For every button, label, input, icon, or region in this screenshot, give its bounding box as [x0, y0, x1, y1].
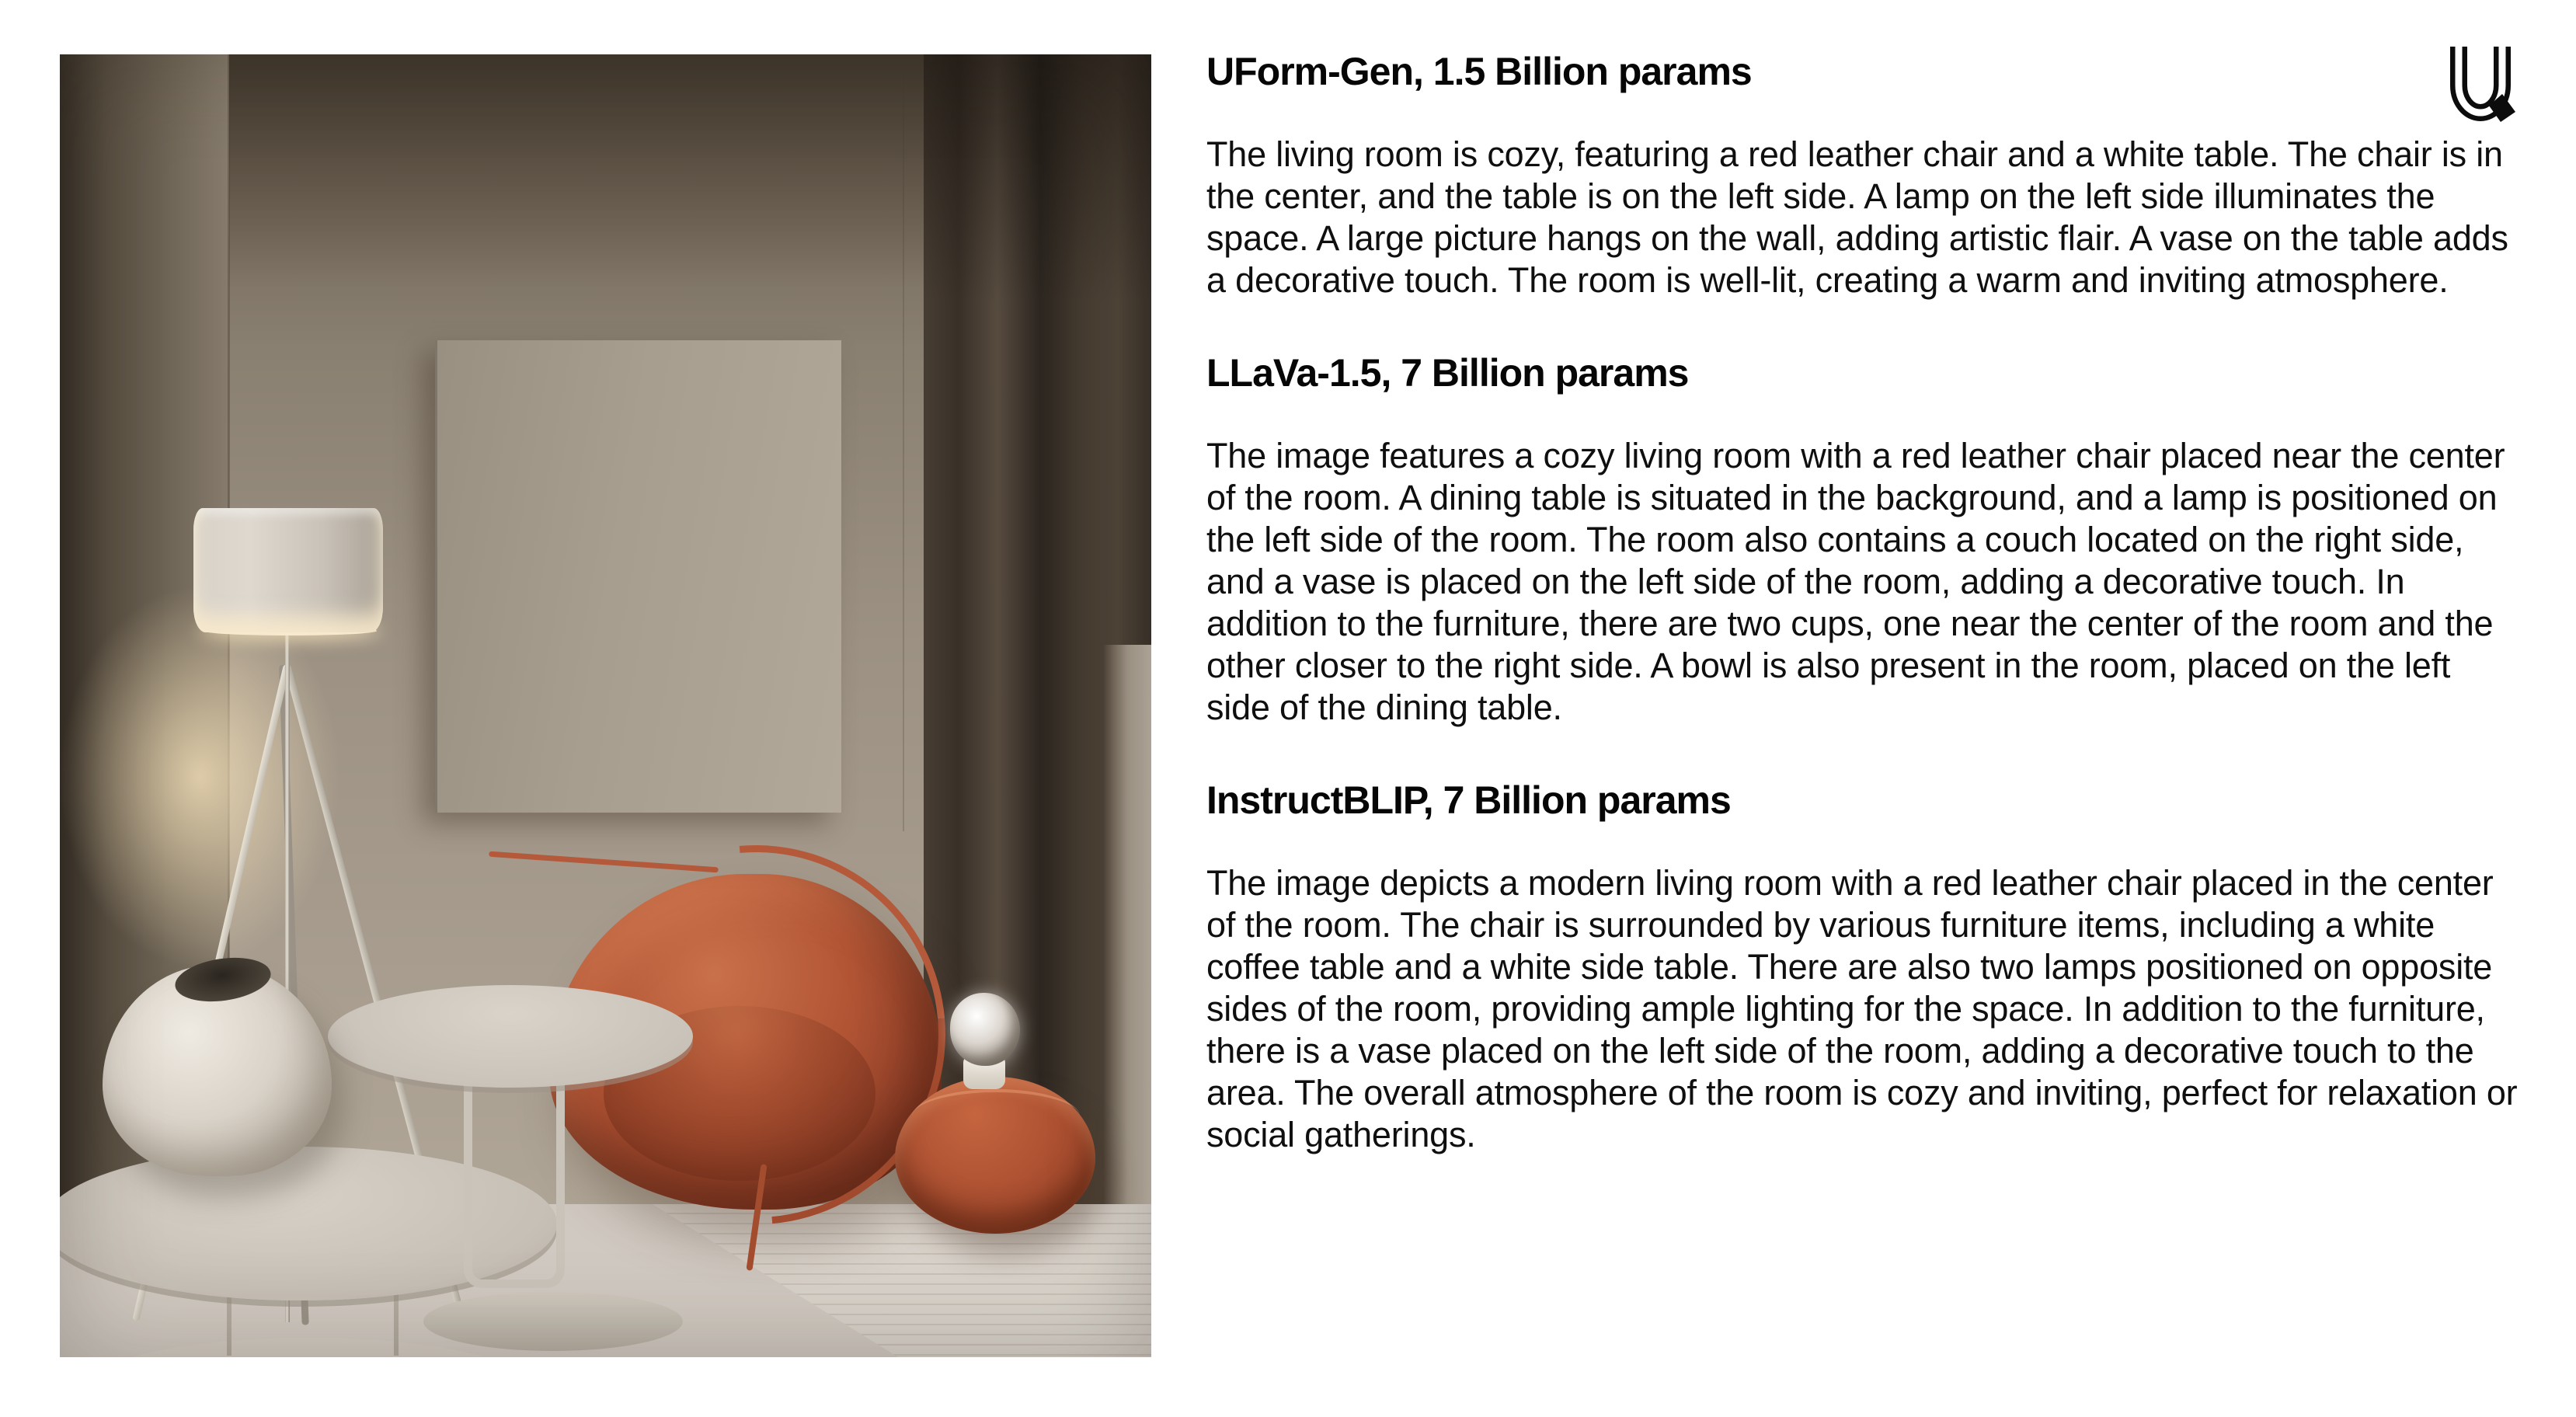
coffee-table-leg: [394, 1262, 399, 1356]
wall-corner-line: [228, 54, 230, 1357]
crystal-lamp-base: [963, 1055, 1005, 1089]
red-leather-pouf: [895, 1077, 1095, 1234]
floor-lamp-shade: [193, 508, 383, 632]
floor-lamp-pole: [285, 631, 290, 1322]
side-table-base: [423, 1292, 683, 1351]
floor-carpet: [60, 1204, 1151, 1357]
chair-frame-tube: [489, 768, 1023, 1302]
chair-frame-rod: [489, 851, 719, 873]
wall-top-shadow: [60, 54, 1151, 287]
floor-tiles: [495, 1204, 1151, 1357]
textured-white-vase: [103, 965, 332, 1176]
uform-logo-icon: [2444, 44, 2517, 124]
model-title: LLaVa-1.5, 7 Billion params: [1206, 351, 1689, 395]
model-section-instructblip: [1206, 775, 2521, 1156]
wall: [60, 54, 1151, 1357]
lamp-light: [203, 626, 377, 635]
model-caption: The image features a cozy living room with a red leather chair placed near the center of the room. A dining table is situated in the background, and a lamp is positioned on the left side of the room. The room also contains a couch located on the right side, and a vase is placed on the left side of the room, adding a decorative touch. In addition to the furniture, there are two cups, one near the center of the room and the other closer to the right side. A bowl is also present in the room, placed on the left side of the dining table.: [1206, 436, 2505, 727]
vase-opening: [172, 952, 273, 1008]
wall-panel-seam: [903, 54, 904, 831]
chair-frame-front-leg: [746, 1164, 767, 1271]
coffee-table-lower-tier: [91, 1338, 526, 1357]
model-section-llava: [1206, 348, 2521, 729]
tripod-leg-right: [284, 664, 465, 1316]
chair-seat-fold: [604, 1006, 875, 1181]
uform-logo-glyph: [2444, 44, 2517, 124]
model-title: UForm-Gen, 1.5 Billion params: [1206, 50, 1752, 93]
model-caption: The image depicts a modern living room with a red leather chair placed in the center of the room. The chair is surrounded by various furniture items, including a white coffee table and a white side table. There are also two lamps positioned on opposite sides of the room, providing ample lighting for the space. In addition to the furniture, there is a vase placed on the left side of the room, adding a decorative touch to the area. The overall atmosphere of the room is cozy and inviting, perfect for relaxation or social gatherings.: [1206, 863, 2518, 1154]
pouf-seam: [912, 1089, 1080, 1144]
coffee-table-top: [60, 1147, 557, 1300]
lamp-wall-glow: [60, 513, 394, 1041]
tripod-leg-left: [132, 664, 291, 1321]
model-section-uform-gen: [1206, 47, 2521, 301]
coffee-table-leg: [227, 1262, 231, 1356]
crystal-lamp-bulb: [950, 993, 1020, 1066]
wall-corner-face: [60, 54, 229, 1357]
side-table-loop-leg: [464, 1032, 565, 1288]
red-leather-bean-bag-chair: [549, 874, 942, 1210]
curtain: [924, 54, 1151, 1212]
blank-canvas-picture: [435, 340, 841, 813]
sheer-curtain: [1103, 645, 1151, 1235]
living-room-photo: [60, 54, 1151, 1357]
model-caption: The living room is cozy, featuring a red leather chair and a white table. The chair is in the center, and the table is on the left side. A lamp on the left side illuminates the space. A large picture hangs on the wall, adding artistic flair. A vase on the table adds a decorative touch. The room is well-lit, creating a warm and inviting atmosphere.: [1206, 134, 2508, 300]
tripod-leg-back: [279, 665, 309, 1325]
side-table-top: [328, 985, 693, 1088]
model-output-list: [1206, 47, 2521, 1203]
model-title: InstructBLIP, 7 Billion params: [1206, 778, 1731, 822]
